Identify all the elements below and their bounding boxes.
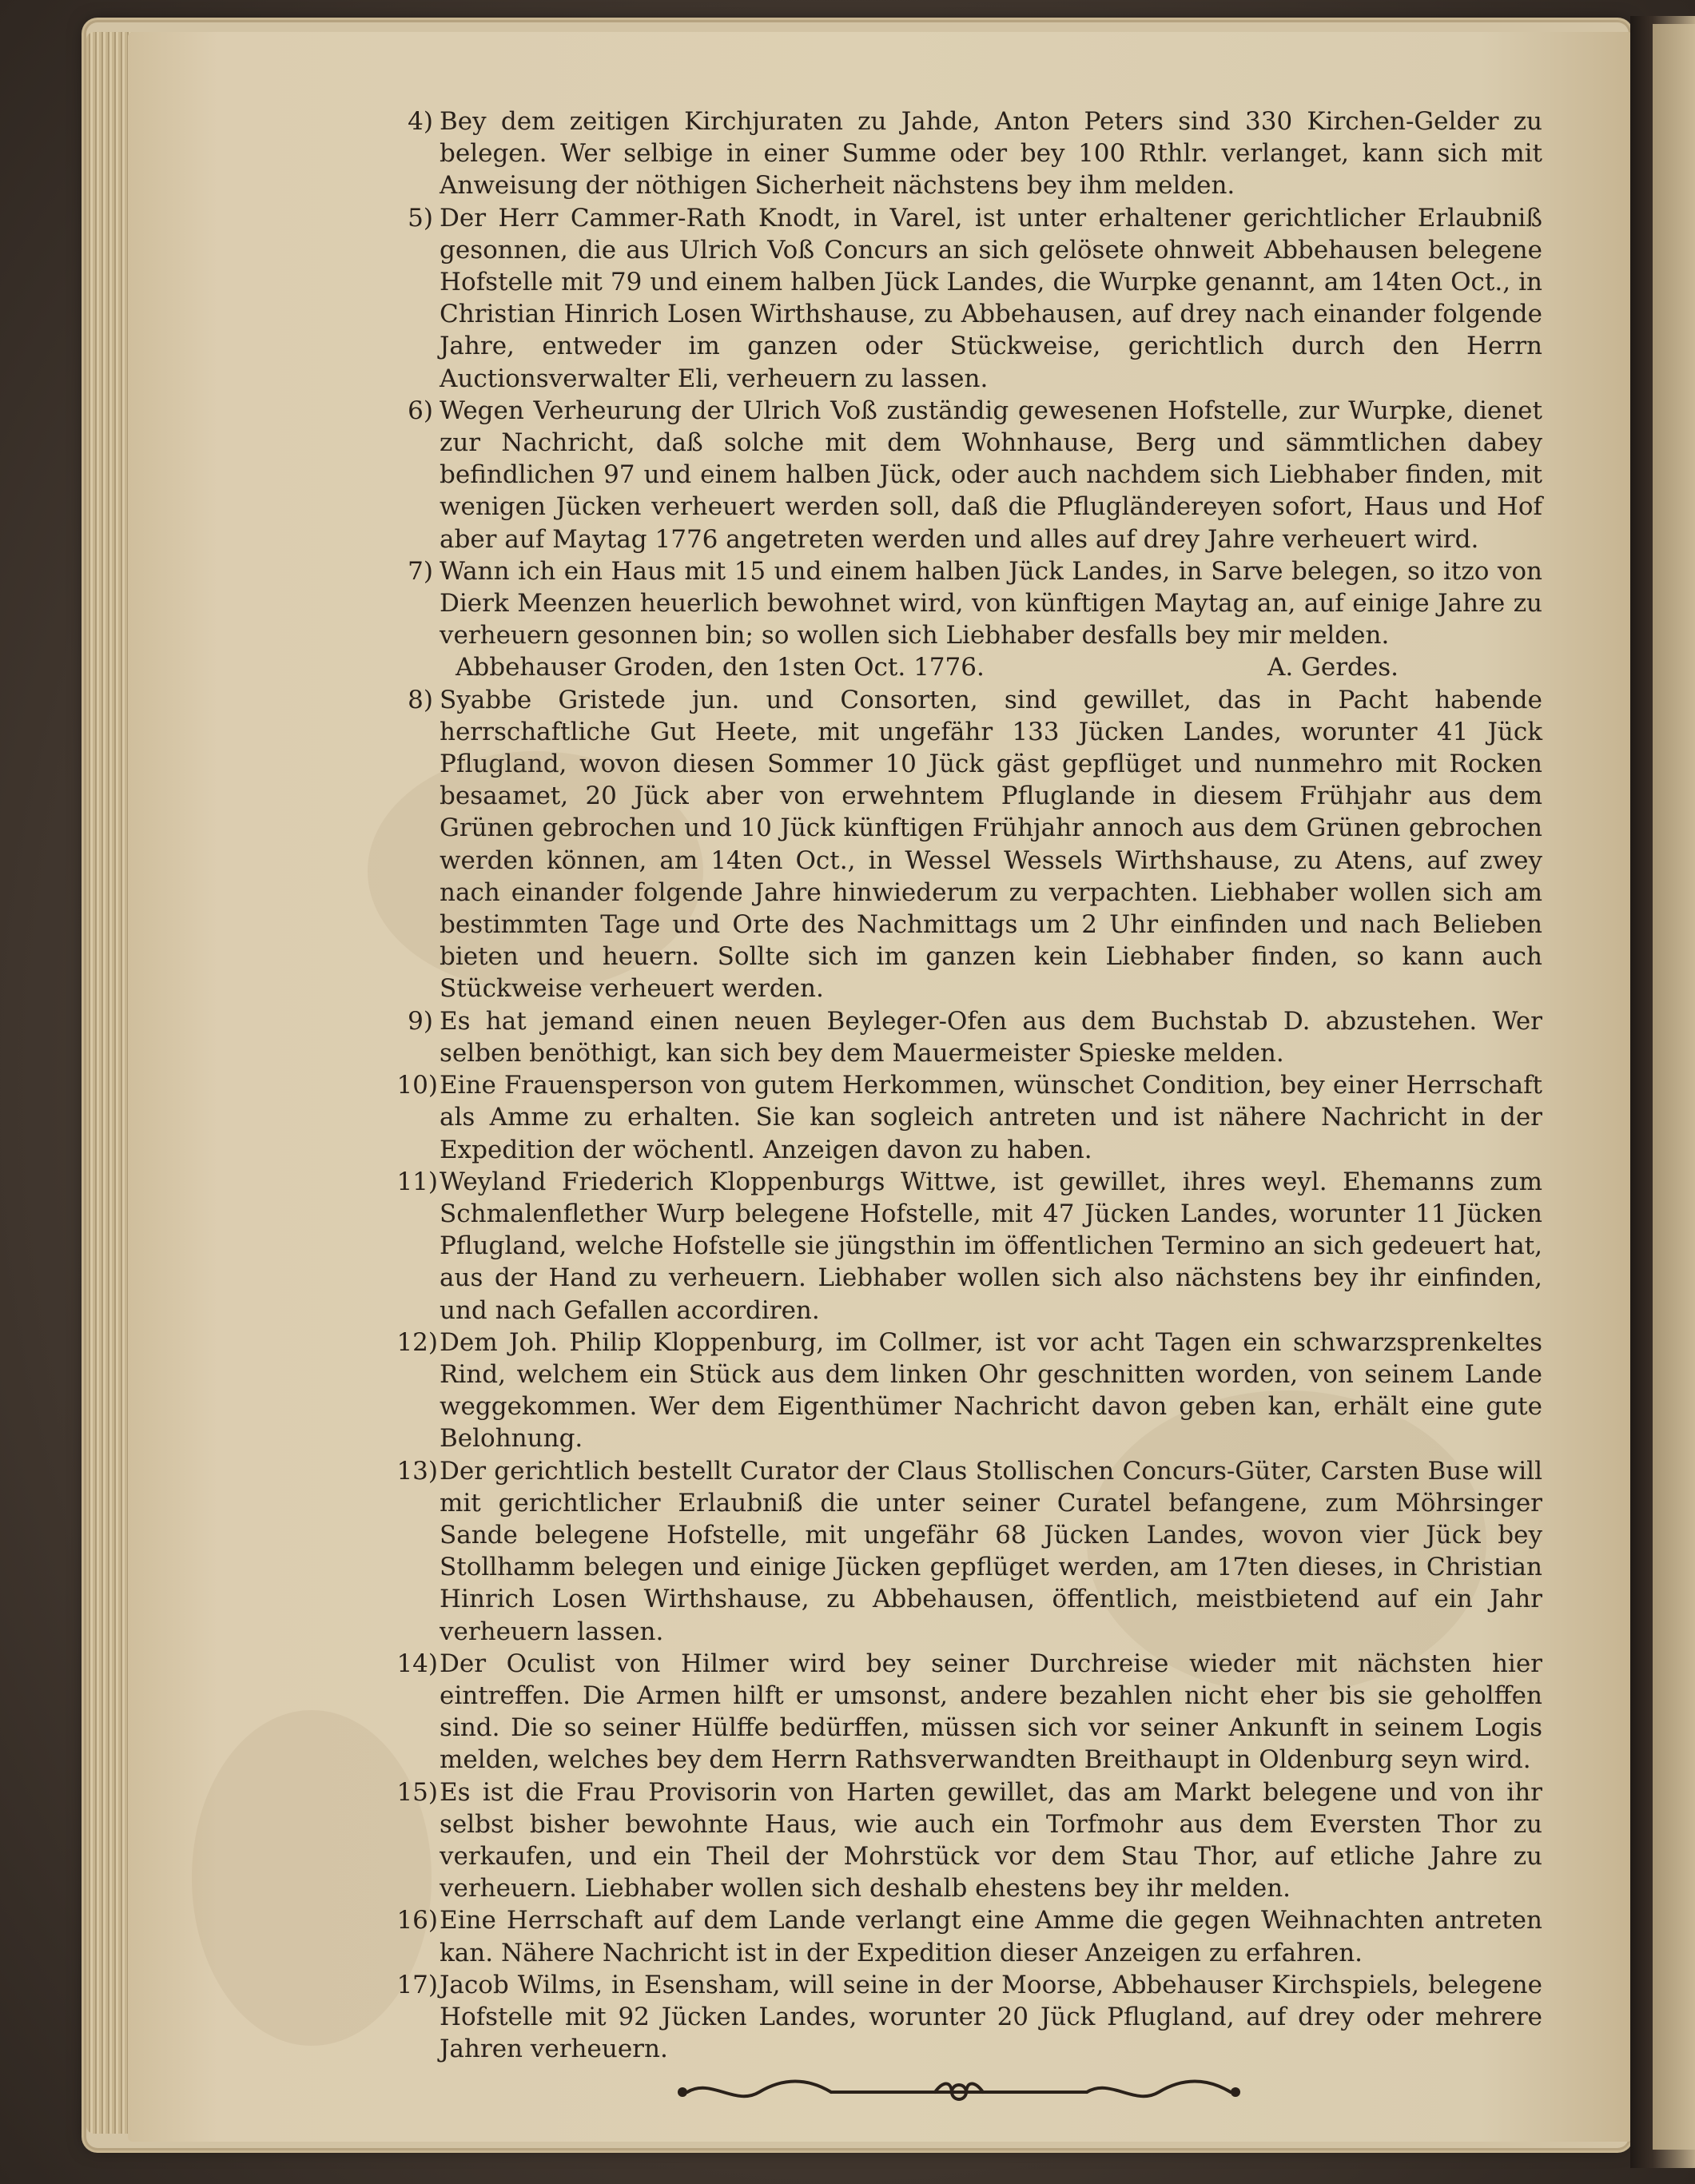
notice-text: Der Oculist von Hilmer wird bey seiner Durchreise wieder mit nächsten hier eintreffen. Die Armen hilft er umsonst, andere bezahlen nicht eher bis sie geholffen sind. Die so seiner Hülffe bedürffen, müssen sich vor seiner Ankunft in seinem Logis melden, welches bey dem Herrn Rathsverwandten Breithaupt in Oldenburg seyn wird. bbox=[440, 1649, 1542, 1775]
notice-text: Der gerichtlich bestellt Curator der Claus Stollischen Concurs-Güter, Carsten Buse will mit gerichtlicher Erlaubniß die unter seiner Curatel befangene, zum Möhrsinger Sande belegene Hofstelle, mit ungefähr 68 Jücken Landes, wovon vier Jück bey Stollhamm belegen und einige Jücken gepflüget werden, am 17ten dieses, in Christian Hinrich Losen Wirthshause, zu Abbehausen, öffentlich, meistbietend auf ein Jahr verheuern lassen. bbox=[440, 1456, 1542, 1646]
notice-entry bbox=[376, 1327, 1542, 1455]
notice-number: 4) bbox=[408, 107, 433, 136]
notice-number: 10) bbox=[396, 1071, 438, 1100]
notice-text: Dem Joh. Philip Kloppenburg, im Collmer, ist vor acht Tagen ein schwarzsprenkeltes Rind, welchem ein Stück aus dem linken Ohr geschnitten worden, von seinem Lande weggekommen. Wer dem Eigenthümer Nachricht davon geben kan, erhält eine gute Belohnung. bbox=[440, 1327, 1542, 1454]
notice-text: Wegen Verheurung der Ulrich Voß zuständig gewesenen Hofstelle, zur Wurpke, dienet zur Nachricht, daß solche mit dem Wohnhause, Berg und sämmtlichen dabey befindlichen 97 und einem halben Jück, oder auch nachdem sich Liebhaber finden, mit wenigen Jücken verheuert werden soll, daß die Pflugländereyen sofort, Haus und Hof aber auf Maytag 1776 angetreten werden und alles auf drey Jahre verheuert wird. bbox=[440, 396, 1542, 554]
notice-entry bbox=[376, 1455, 1542, 1648]
notice-entry bbox=[376, 1776, 1542, 1905]
notice-number: 9) bbox=[408, 1006, 433, 1036]
notice-number: 14) bbox=[396, 1649, 438, 1678]
notice-number: 11) bbox=[396, 1167, 438, 1196]
notice-entry bbox=[376, 1904, 1542, 1968]
notice-entry bbox=[376, 105, 1542, 202]
notice-text: Wann ich ein Haus mit 15 und einem halben Jück Landes, in Sarve belegen, so itzo von Dierk Meenzen heuerlich bewohnet wird, von künftigen Maytag an, auf einige Jahre zu verheuern gesonnen bin; so wollen sich Liebhaber desfalls bey mir melden. bbox=[440, 556, 1542, 650]
notice-entry bbox=[376, 1969, 1542, 2066]
notice-entry bbox=[376, 1005, 1542, 1069]
signature-name: A. Gerdes. bbox=[1267, 653, 1399, 682]
notice-entry bbox=[376, 1648, 1542, 1776]
notice-text: Jacob Wilms, in Esensham, will seine in der Moorse, Abbehauser Kirchspiels, belegene Hofstelle mit 92 Jücken Landes, worunter 20 Jück Pflugland, auf drey oder mehrere Jahren verheuern. bbox=[440, 1970, 1542, 2064]
notice-entry bbox=[376, 202, 1542, 395]
notice-text: Bey dem zeitigen Kirchjuraten zu Jahde, Anton Peters sind 330 Kirchen-Gelder zu belegen. Wer selbige in einer Summe oder bey 100 Rthlr. verlanget, kann sich mit Anweisung der nöthigen Sicherheit nächstens bey ihm melden. bbox=[440, 107, 1542, 201]
notice-text: Syabbe Gristede jun. und Consorten, sind gewillet, das in Pacht habende herrschaftliche Gut Heete, mit ungefähr 133 Jücken Landes, worunter 41 Jück Pflugland, wovon diesen Sommer 10 Jück gäst gepflüget und nunmehro mit Rocken besaamet, 20 Jück aber von erwehntem Pfluglande in diesem Frühjahr aus dem Grünen gebrochen und 10 Jück künftigen Frühjahr annoch aus dem Grünen gebrochen werden können, am 14ten Oct., in Wessel Wessels Wirthshause, zu Atens, auf zwey nach einander folgende Jahre hinwiederum zu verpachten. Liebhaber wollen sich am bestimmten Tage und Orte des Nachmittags um 2 Uhr einfinden und nach Belieben bieten und heuern. Sollte sich im ganzen kein Liebhaber finden, so kann auch Stückweise verheuert werden. bbox=[440, 685, 1542, 1004]
notice-text: Weyland Friederich Kloppenburgs Wittwe, ist gewillet, ihres weyl. Ehemanns zum Schmalenflether Wurp belegene Hofstelle, mit 47 Jücken Landes, worunter 11 Jücken Pflugland, welche Hofstelle sie jüngsthin im öffentlichen Termino an sich gedeuert hat, aus der Hand zu verheuern. Liebhaber wollen sich also nächstens bey ihr einfinden, und nach Gefallen accordiren. bbox=[440, 1167, 1542, 1325]
page-edges bbox=[86, 32, 134, 2134]
facing-page-edge bbox=[1653, 24, 1695, 2150]
signature-place-date: Abbehauser Groden, den 1sten Oct. 1776. bbox=[456, 653, 985, 682]
notice-text: Es ist die Frau Provisorin von Harten gewillet, das am Markt belegene und von ihr selbst bisher bewohnte Haus, wie auch ein Torfmohr aus dem Eversten Thor zu verkaufen, und ein Theil der Mohrstück vor dem Stau Thor, auf etliche Jahre zu verheuern. Liebhaber wollen sich deshalb ehestens bey ihr melden. bbox=[440, 1777, 1542, 1904]
notice-number: 8) bbox=[408, 685, 433, 714]
notice-entry bbox=[376, 395, 1542, 555]
notice-entry bbox=[376, 1069, 1542, 1166]
notice-entry bbox=[376, 1166, 1542, 1327]
closing-ornament bbox=[671, 2075, 1247, 2110]
notice-entry bbox=[376, 684, 1542, 1005]
notice-number: 5) bbox=[408, 203, 433, 233]
notice-number: 6) bbox=[408, 396, 433, 425]
notice-number: 7) bbox=[408, 556, 433, 586]
notice-number: 13) bbox=[396, 1456, 438, 1486]
notice-text: Eine Frauensperson von gutem Herkommen, wünschet Condition, bey einer Herrschaft als Amme zu erhalten. Sie kan sogleich antreten und ist nähere Nachricht in der Expedition der wöchentl. Anzeigen davon zu haben. bbox=[440, 1071, 1542, 1164]
signature-line bbox=[376, 651, 1542, 683]
notice-text: Es hat jemand einen neuen Beyleger-Ofen aus dem Buchstab D. abzustehen. Wer selben benöthigt, kan sich bey dem Mauermeister Spieske melden. bbox=[440, 1006, 1542, 1068]
notice-number: 16) bbox=[396, 1906, 438, 1935]
notices-text bbox=[376, 105, 1542, 2065]
notice-text: Eine Herrschaft auf dem Lande verlangt eine Amme die gegen Weihnachten antreten kan. Nähere Nachricht ist in der Expedition dieser Anzeigen zu erfahren. bbox=[440, 1906, 1542, 1967]
notice-number: 12) bbox=[396, 1327, 438, 1357]
notice-entry bbox=[376, 555, 1542, 652]
notice-number: 17) bbox=[396, 1970, 438, 1999]
notice-number: 15) bbox=[396, 1777, 438, 1807]
notice-text: Der Herr Cammer-Rath Knodt, in Varel, ist unter erhaltener gerichtlicher Erlaubniß gesonnen, die aus Ulrich Voß Concurs an sich gelösete ohnweit Abbehausen belegene Hofstelle mit 79 und einem halben Jück Landes, die Wurpke genannt, am 14ten Oct., in Christian Hinrich Losen Wirthshause, zu Abbehausen, auf drey nach einander folgende Jahre, entweder im ganzen oder Stückweise, gerichtlich durch den Herrn Auctionsverwalter Eli, verheuern zu lassen. bbox=[440, 203, 1542, 393]
